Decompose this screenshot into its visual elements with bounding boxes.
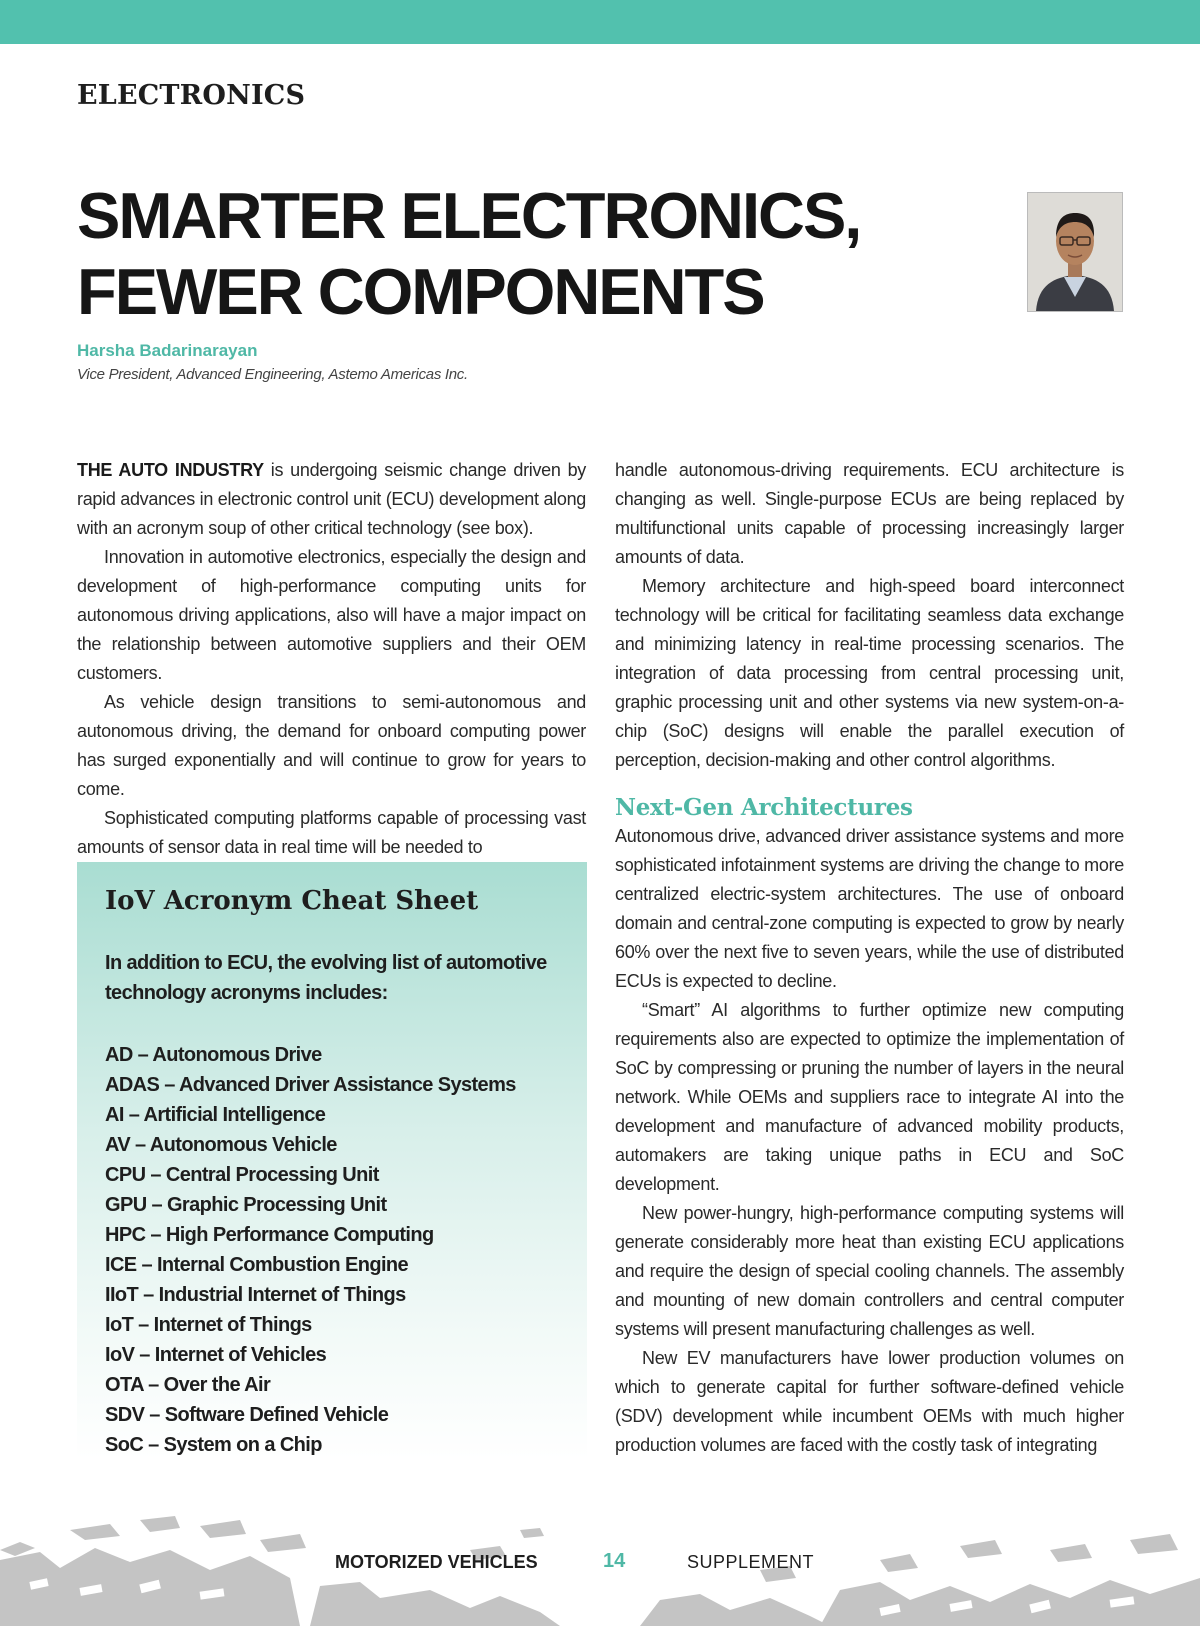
section-subhead: Next-Gen Architectures	[615, 794, 913, 821]
article-paragraph-9: New power-hungry, high-performance computing systems will generate considerably more heat than existing ECU applications and require the design of special cooling channels. The assembly and mounting of new domain controllers and central computer systems will present manufacturing challenges as well.	[615, 1203, 1124, 1339]
list-item: AV – Autonomous Vehicle	[105, 1134, 337, 1156]
list-item: AD – Autonomous Drive	[105, 1044, 322, 1066]
author-photo	[1027, 192, 1123, 312]
list-item: ADAS – Advanced Driver Assistance Systems	[105, 1074, 516, 1096]
headline-line-1: SMARTER ELECTRONICS,	[77, 179, 861, 252]
publication-name: MOTORIZED VEHICLES	[335, 1552, 538, 1572]
list-item: IoV – Internet of Vehicles	[105, 1344, 327, 1366]
list-item: HPC – High Performance Computing	[105, 1224, 434, 1246]
list-item: IIoT – Industrial Internet of Things	[105, 1284, 406, 1306]
lead-in: THE AUTO INDUSTRY	[77, 460, 264, 480]
acronym-cheat-sheet-box	[77, 862, 587, 1460]
article-column-right	[615, 456, 1124, 1460]
article-paragraph-1	[77, 456, 586, 543]
supplement-label: SUPPLEMENT	[687, 1552, 815, 1572]
paragraph-text: is undergoing seismic change driven by rapid advances in electronic control unit (ECU) development along with an acronym soup of other critical technology (see box).	[77, 460, 586, 538]
list-item: IoT – Internet of Things	[105, 1314, 312, 1336]
sidebar-intro: In addition to ECU, the evolving list of automotive technology acronyms includes:	[105, 952, 547, 1004]
author-title: Vice President, Advanced Engineering, Astemo Americas Inc.	[77, 366, 468, 383]
acronym-list	[105, 1040, 516, 1460]
author-portrait-icon	[1028, 193, 1122, 311]
list-item: CPU – Central Processing Unit	[105, 1164, 379, 1186]
page-footer	[0, 1548, 1200, 1578]
article-paragraph-4: Sophisticated computing platforms capable of processing vast amounts of sensor data in real time will be needed to	[77, 808, 586, 857]
list-item: SoC – System on a Chip	[105, 1434, 322, 1456]
list-item: ICE – Internal Combustion Engine	[105, 1254, 409, 1276]
top-accent-bar	[0, 0, 1200, 44]
page-title	[77, 178, 957, 330]
headline-line-2: FEWER COMPONENTS	[77, 255, 764, 328]
article-paragraph-6: Memory architecture and high-speed board interconnect technology will be critical for facilitating seamless data exchange and minimizing latency in real-time processing scenarios. The integration of data processing from central processing unit, graphic processing unit and other systems via new system-on-a-chip (SoC) designs will enable the parallel execution of perception, decision-making and other control algorithms.	[615, 576, 1124, 770]
list-item: OTA – Over the Air	[105, 1374, 271, 1396]
article-paragraph-8: “Smart” AI algorithms to further optimize new computing requirements also are expected to optimize the implementation of SoC by compressing or pruning the number of layers in the neural network. While OEMs and suppliers race to integrate AI into the development and manufacture of advanced mobility products, automakers are taking unique paths in ECU and SoC development.	[615, 1000, 1124, 1194]
list-item: AI – Artificial Intelligence	[105, 1104, 326, 1126]
article-paragraph-5: handle autonomous-driving requirements. ECU architecture is changing as well. Single-purpose ECUs are being replaced by multifunctional units capable of processing increasingly larger amounts of data.	[615, 460, 1124, 567]
author-name: Harsha Badarinarayan	[77, 341, 258, 360]
list-item: GPU – Graphic Processing Unit	[105, 1194, 387, 1216]
sidebar-title: IoV Acronym Cheat Sheet	[105, 886, 479, 916]
article-paragraph-7: Autonomous drive, advanced driver assistance systems and more sophisticated infotainment systems are driving the change to more centralized electric-system architectures. The use of onboard domain and central-zone computing is expected to grow by nearly 60% over the next five to seven years, while the use of distributed ECUs is expected to decline.	[615, 826, 1124, 991]
section-label: ELECTRONICS	[77, 80, 306, 111]
list-item: SDV – Software Defined Vehicle	[105, 1404, 389, 1426]
page-number: 14	[603, 1550, 626, 1572]
article-paragraph-10: New EV manufacturers have lower production volumes on which to generate capital for further software-defined vehicle (SDV) development while incumbent OEMs with much higher production volumes are faced with the costly task of integrating	[615, 1348, 1124, 1455]
article-column-left	[77, 456, 586, 862]
article-paragraph-2: Innovation in automotive electronics, especially the design and development of high-performance computing units for autonomous driving applications, also will have a major impact on the relationship between automotive suppliers and their OEM customers.	[77, 547, 586, 683]
article-paragraph-3: As vehicle design transitions to semi-autonomous and autonomous driving, the demand for onboard computing power has surged exponentially and will continue to grow for years to come.	[77, 692, 586, 799]
